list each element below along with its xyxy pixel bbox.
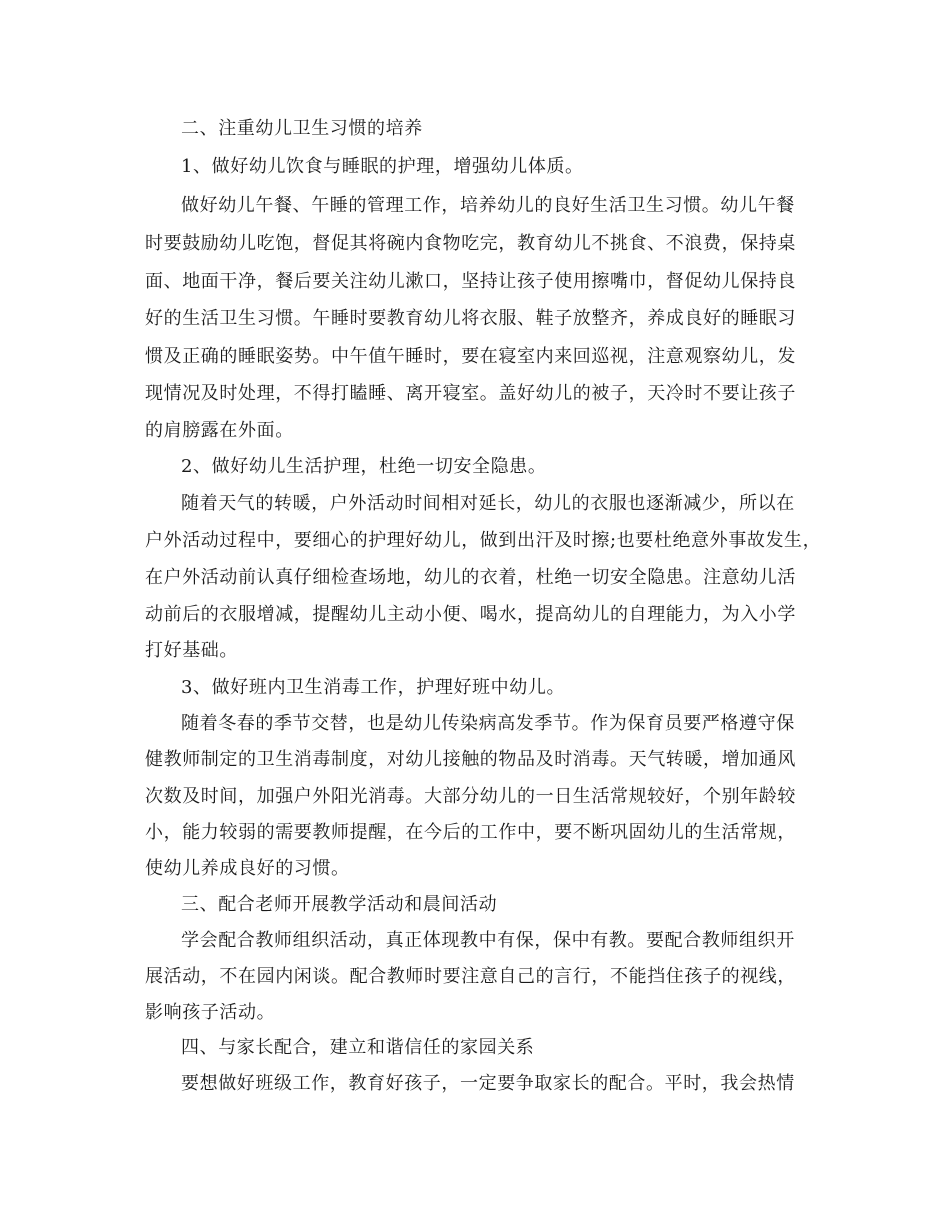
paragraph-line: 现情况及时处理，不得打瞌睡、离开寝室。盖好幼儿的被子，天冷时不要让孩子 [145, 383, 796, 404]
paragraph-line: 随着天气的转暖，户外活动时间相对延长，幼儿的衣服也逐渐减少，所以在 [181, 493, 795, 514]
section-heading-hygiene: 二、注重幼儿卫生习惯的培养 [181, 118, 423, 139]
subheading-diet-sleep: 1、做好幼儿饮食与睡眠的护理，增强幼儿体质。 [181, 156, 584, 177]
paragraph-line: 次数及时间，加强户外阳光消毒。大部分幼儿的一日生活常规较好，个别年龄较 [145, 786, 796, 807]
subheading-disinfection: 3、做好班内卫生消毒工作，护理好班中幼儿。 [181, 677, 566, 698]
paragraph-line: 户外活动过程中，要细心的护理好幼儿，做到出汗及时擦;也要杜绝意外事故发生， [145, 530, 822, 551]
paragraph-line: 好的生活卫生习惯。午睡时要教育幼儿将衣服、鞋子放整齐，养成良好的睡眠习 [145, 308, 796, 329]
section-heading-parents: 四、与家长配合，建立和谐信任的家园关系 [181, 1037, 535, 1058]
paragraph-line: 时要鼓励幼儿吃饱，督促其将碗内食物吃完，教育幼儿不挑食、不浪费，保持桌 [145, 233, 796, 254]
paragraph-line: 随着冬春的季节交替，也是幼儿传染病高发季节。作为保育员要严格遵守保 [181, 713, 795, 734]
paragraph-line: 健教师制定的卫生消毒制度，对幼儿接触的物品及时消毒。天气转暖，增加通风 [145, 749, 796, 770]
paragraph-line: 做好幼儿午餐、午睡的管理工作，培养幼儿的良好生活卫生习惯。幼儿午餐 [181, 195, 795, 216]
paragraph-line: 使幼儿养成良好的习惯。 [145, 858, 350, 879]
paragraph-line: 展活动，不在园内闲谈。配合教师时要注意自己的言行，不能挡住孩子的视线， [145, 966, 796, 987]
paragraph-line: 动前后的衣服增减，提醒幼儿主动小便、喝水，提高幼儿的自理能力，为入小学 [145, 604, 796, 625]
paragraph-line: 影响孩子活动。 [145, 1002, 276, 1023]
paragraph-line: 的肩膀露在外面。 [145, 420, 294, 441]
paragraph-line: 在户外活动前认真仔细检查场地，幼儿的衣着，杜绝一切安全隐患。注意幼儿活 [145, 567, 796, 588]
paragraph-line: 面、地面干净，餐后要关注幼儿漱口，坚持让孩子使用擦嘴巾，督促幼儿保持良 [145, 271, 796, 292]
paragraph-line: 学会配合教师组织活动，真正体现教中有保，保中有教。要配合教师组织开 [181, 930, 795, 951]
paragraph-line: 惯及正确的睡眠姿势。中午值午睡时，要在寝室内来回巡视，注意观察幼儿，发 [145, 346, 796, 367]
subheading-daily-care: 2、做好幼儿生活护理，杜绝一切安全隐患。 [181, 456, 547, 477]
section-heading-teaching: 三、配合老师开展教学活动和晨间活动 [181, 894, 498, 915]
paragraph-line: 小，能力较弱的需要教师提醒，在今后的工作中，要不断巩固幼儿的生活常规， [145, 822, 796, 843]
paragraph-line: 打好基础。 [145, 640, 238, 661]
paragraph-line: 要想做好班级工作，教育好孩子，一定要争取家长的配合。平时，我会热情 [181, 1073, 795, 1094]
